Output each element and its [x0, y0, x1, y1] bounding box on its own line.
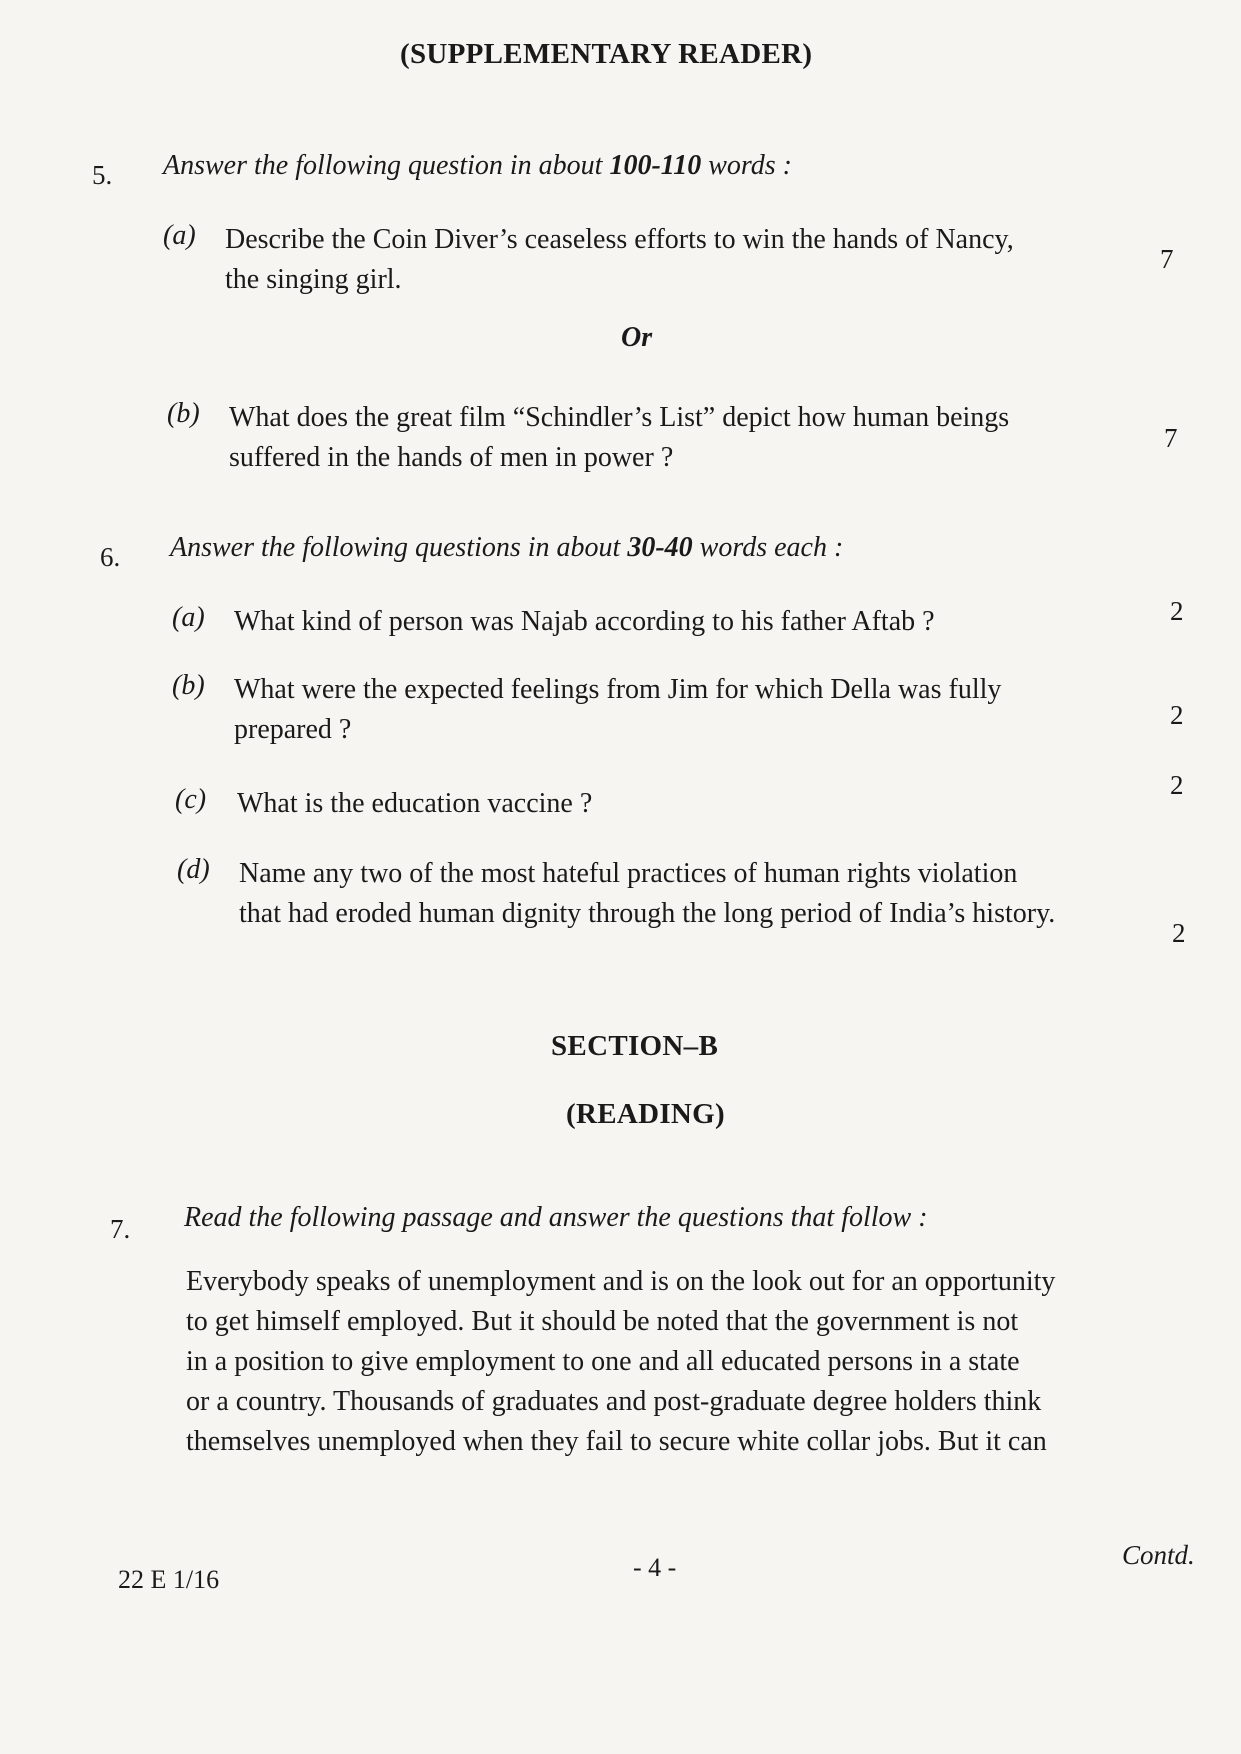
q7-intro: Read the following passage and answer the questions that follow :	[184, 1202, 928, 1233]
q6a-marks: 2	[1170, 596, 1184, 626]
passage-line: to get himself employed. But it should be noted that the government is not	[186, 1306, 1019, 1337]
q6d-label: (d)	[177, 854, 210, 885]
passage-line: or a country. Thousands of graduates and post-graduate degree holders think	[186, 1386, 1042, 1417]
q6b-marks: 2	[1170, 700, 1184, 730]
q6-part-a	[172, 602, 1182, 642]
q5b-line2: suffered in the hands of men in power ?	[229, 442, 674, 473]
q5-part-a	[163, 220, 1183, 300]
q5-intro-text: Answer the following question in about	[163, 150, 610, 181]
q5b-line1: What does the great film “Schindler’s List” depict how human beings	[229, 402, 1010, 433]
q5-intro	[163, 150, 792, 182]
q6b-line2: prepared ?	[234, 714, 352, 745]
q6c-marks: 2	[1170, 770, 1184, 800]
q6-word-count: 30-40	[627, 532, 693, 563]
q6d-text	[239, 854, 1197, 934]
q5b-label: (b)	[167, 398, 200, 429]
q5-number: 5.	[92, 160, 113, 190]
q6b-text	[234, 670, 1192, 750]
q5b-text	[229, 398, 1187, 478]
q6-number: 6.	[100, 542, 121, 572]
q6-part-d	[177, 854, 1197, 934]
section-subtitle: (READING)	[566, 1098, 725, 1130]
paper-code: 22 E 1/16	[118, 1565, 220, 1594]
q6-part-c	[175, 784, 1175, 824]
q6-intro-text: Answer the following questions in about	[170, 532, 628, 563]
q6-part-b	[172, 670, 1192, 750]
passage-line: in a position to give employment to one and all educated persons in a state	[186, 1346, 1020, 1377]
q6c-label: (c)	[175, 784, 207, 815]
q6-intro-suffix: words each :	[692, 532, 844, 563]
section-title: SECTION–B	[551, 1030, 719, 1062]
q7-number: 7.	[110, 1214, 131, 1244]
q6d-marks: 2	[1172, 918, 1186, 948]
q7-passage	[186, 1262, 1200, 1462]
q5-or: Or	[621, 322, 653, 353]
q5a-line1: Describe the Coin Diver’s ceaseless efforts to win the hands of Nancy,	[225, 224, 1014, 255]
passage-line: themselves unemployed when they fail to secure white collar jobs. But it can	[186, 1426, 1047, 1457]
q6d-line1: Name any two of the most hateful practices of human rights violation	[239, 858, 1018, 889]
q5-word-count: 100-110	[609, 150, 702, 181]
q6b-label: (b)	[172, 670, 205, 701]
q6a-text: What kind of person was Najab according to his father Aftab ?	[234, 606, 935, 637]
q6-intro	[170, 532, 843, 564]
q6c-text: What is the education vaccine ?	[237, 788, 593, 819]
q5a-label: (a)	[163, 220, 196, 251]
q5a-marks: 7	[1160, 244, 1174, 274]
q5-intro-suffix: words :	[701, 150, 792, 181]
q5b-marks: 7	[1164, 423, 1178, 453]
q5a-text	[225, 220, 1183, 300]
q6d-line2: that had eroded human dignity through the long period of India’s history.	[239, 898, 1056, 929]
q6a-label: (a)	[172, 602, 205, 633]
continued-label: Contd.	[1122, 1540, 1195, 1570]
q5-part-b	[167, 398, 1187, 478]
q5a-line2: the singing girl.	[225, 264, 402, 295]
q6b-line1: What were the expected feelings from Jim for which Della was fully	[234, 674, 1002, 705]
passage-line: Everybody speaks of unemployment and is on the look out for an opportunity	[186, 1266, 1056, 1297]
page-number: - 4 -	[633, 1553, 677, 1582]
page-heading: (SUPPLEMENTARY READER)	[400, 38, 813, 70]
